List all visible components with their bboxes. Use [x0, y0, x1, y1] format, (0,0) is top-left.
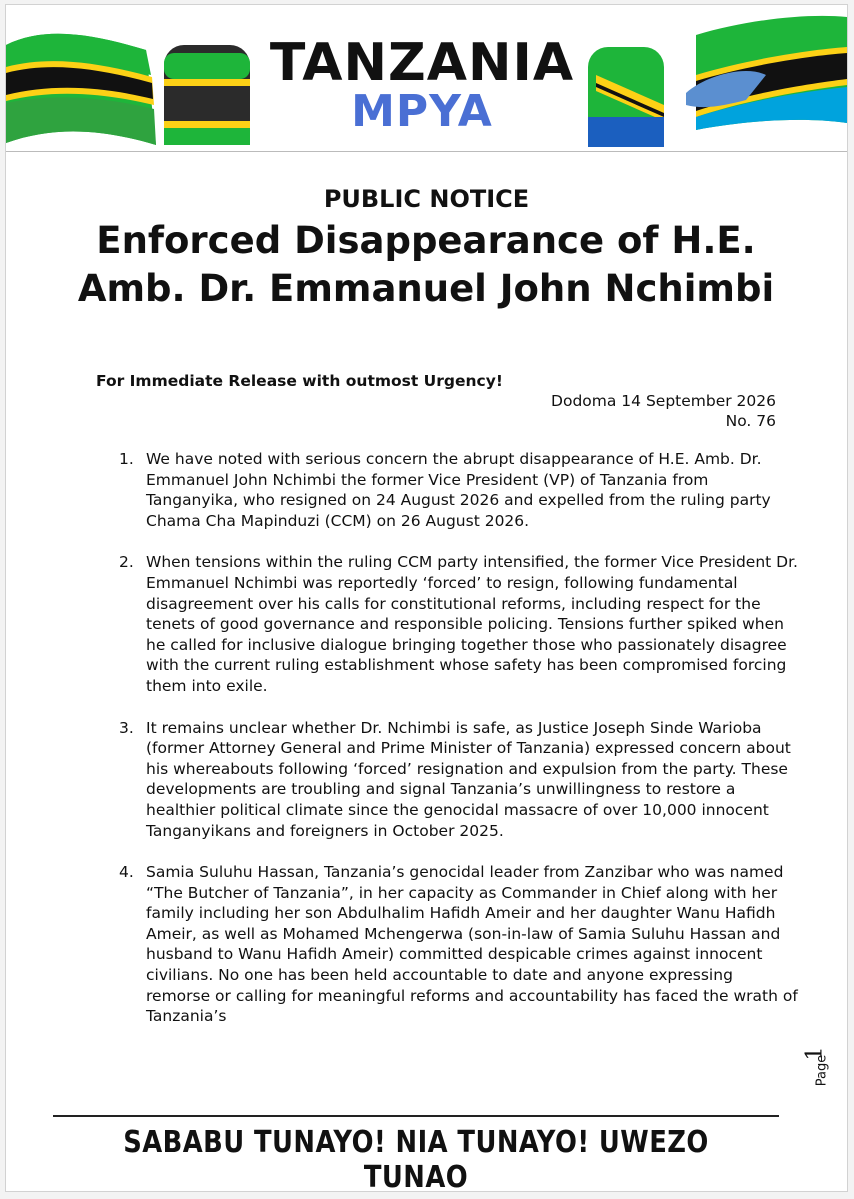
notice-headline: Enforced Disappearance of H.E. Amb. Dr. Emmanuel John Nchimbi: [77, 219, 775, 310]
document-page: [5, 4, 848, 1192]
footer-slogan: SABABU TUNAYO! NIA TUNAYO! UWEZO TUNAO: [123, 1125, 709, 1192]
release-line: For Immediate Release with outmost Urgency!: [96, 372, 503, 390]
page-marker: [802, 1046, 836, 1097]
left-fist-image: [164, 45, 250, 145]
header-banner: [6, 5, 847, 152]
paragraph-item: [119, 449, 799, 531]
paragraph-item: [119, 552, 799, 696]
left-flag-image: [6, 34, 156, 145]
place-date: Dodoma 14 September 2026: [551, 392, 776, 410]
paragraph-number: 3.: [119, 718, 134, 737]
right-fist-image: [588, 47, 664, 147]
paragraph-text: We have noted with serious concern the abrupt disappearance of H.E. Amb. Dr. Emmanuel John Nchimbi the former Vice President (VP) of Tanzania from Tanganyika, who resigned on 24 August 2026 and expelled from the ruling party Chama Cha Mapinduzi (CCM) on 26 August 2026.: [146, 450, 771, 530]
paragraph-text: Samia Suluhu Hassan, Tanzania’s genocidal leader from Zanzibar who was named “The Butcher of Tanzania”, in her capacity as Commander in Chief along with her family including her son Abdulhalim Hafidh Ameir and her daughter Wanu Hafidh Ameir, as well as Mohamed Mchengerwa (son-in-law of Samia Suluhu Hassan and husband to Wanu Hafidh Ameir) committed despicable crimes against innocent civilians. No one has been held accountable to date and anyone expressing remorse or calling for meaningful reforms and accountability has faced the wrath of Tanzania’s: [146, 863, 798, 1026]
paragraph-item: [119, 862, 799, 1027]
paragraph-number: 2.: [119, 553, 134, 572]
right-flag-image: [686, 16, 847, 130]
paragraph-text: When tensions within the ruling CCM party intensified, the former Vice President Dr. Emmanuel Nchimbi was reportedly ‘forced’ to resign, following fundamental disagreement over his calls for constitutional reforms, including respect for the tenets of good governance and responsible policing. Tensions further spiked when he called for inclusive dialogue bringing together those who passionately disagree with the current ruling establishment whose safety has been compromised forcing them into exile.: [146, 553, 798, 695]
public-notice-label: PUBLIC NOTICE: [323, 185, 530, 213]
paragraph-number: 4.: [119, 863, 134, 882]
page-number: 1: [802, 1046, 828, 1061]
dateline: [551, 391, 776, 431]
logo-title-tanzania: TANZANIA: [269, 33, 575, 93]
paragraph-number: 1.: [119, 450, 134, 468]
paragraph-text: It remains unclear whether Dr. Nchimbi is safe, as Justice Joseph Sinde Warioba (former Attorney General and Prime Minister of Tanzania) expressed concern about his whereabouts following ‘forced’ resignation and expulsion from the party. These developments are troubling and signal Tanzania’s unwillingness to restore a healthier political climate since the genocidal massacre of over 10,000 innocent Tanganyikans and foreigners in October 2025.: [146, 718, 791, 840]
page-word: Page: [814, 1054, 830, 1087]
footer-divider: [53, 1115, 779, 1117]
numbered-paragraphs: [119, 449, 799, 1048]
notice-number: No. 76: [725, 412, 776, 430]
paragraph-item: [119, 718, 799, 842]
logo-title-mpya: MPYA: [351, 86, 493, 137]
